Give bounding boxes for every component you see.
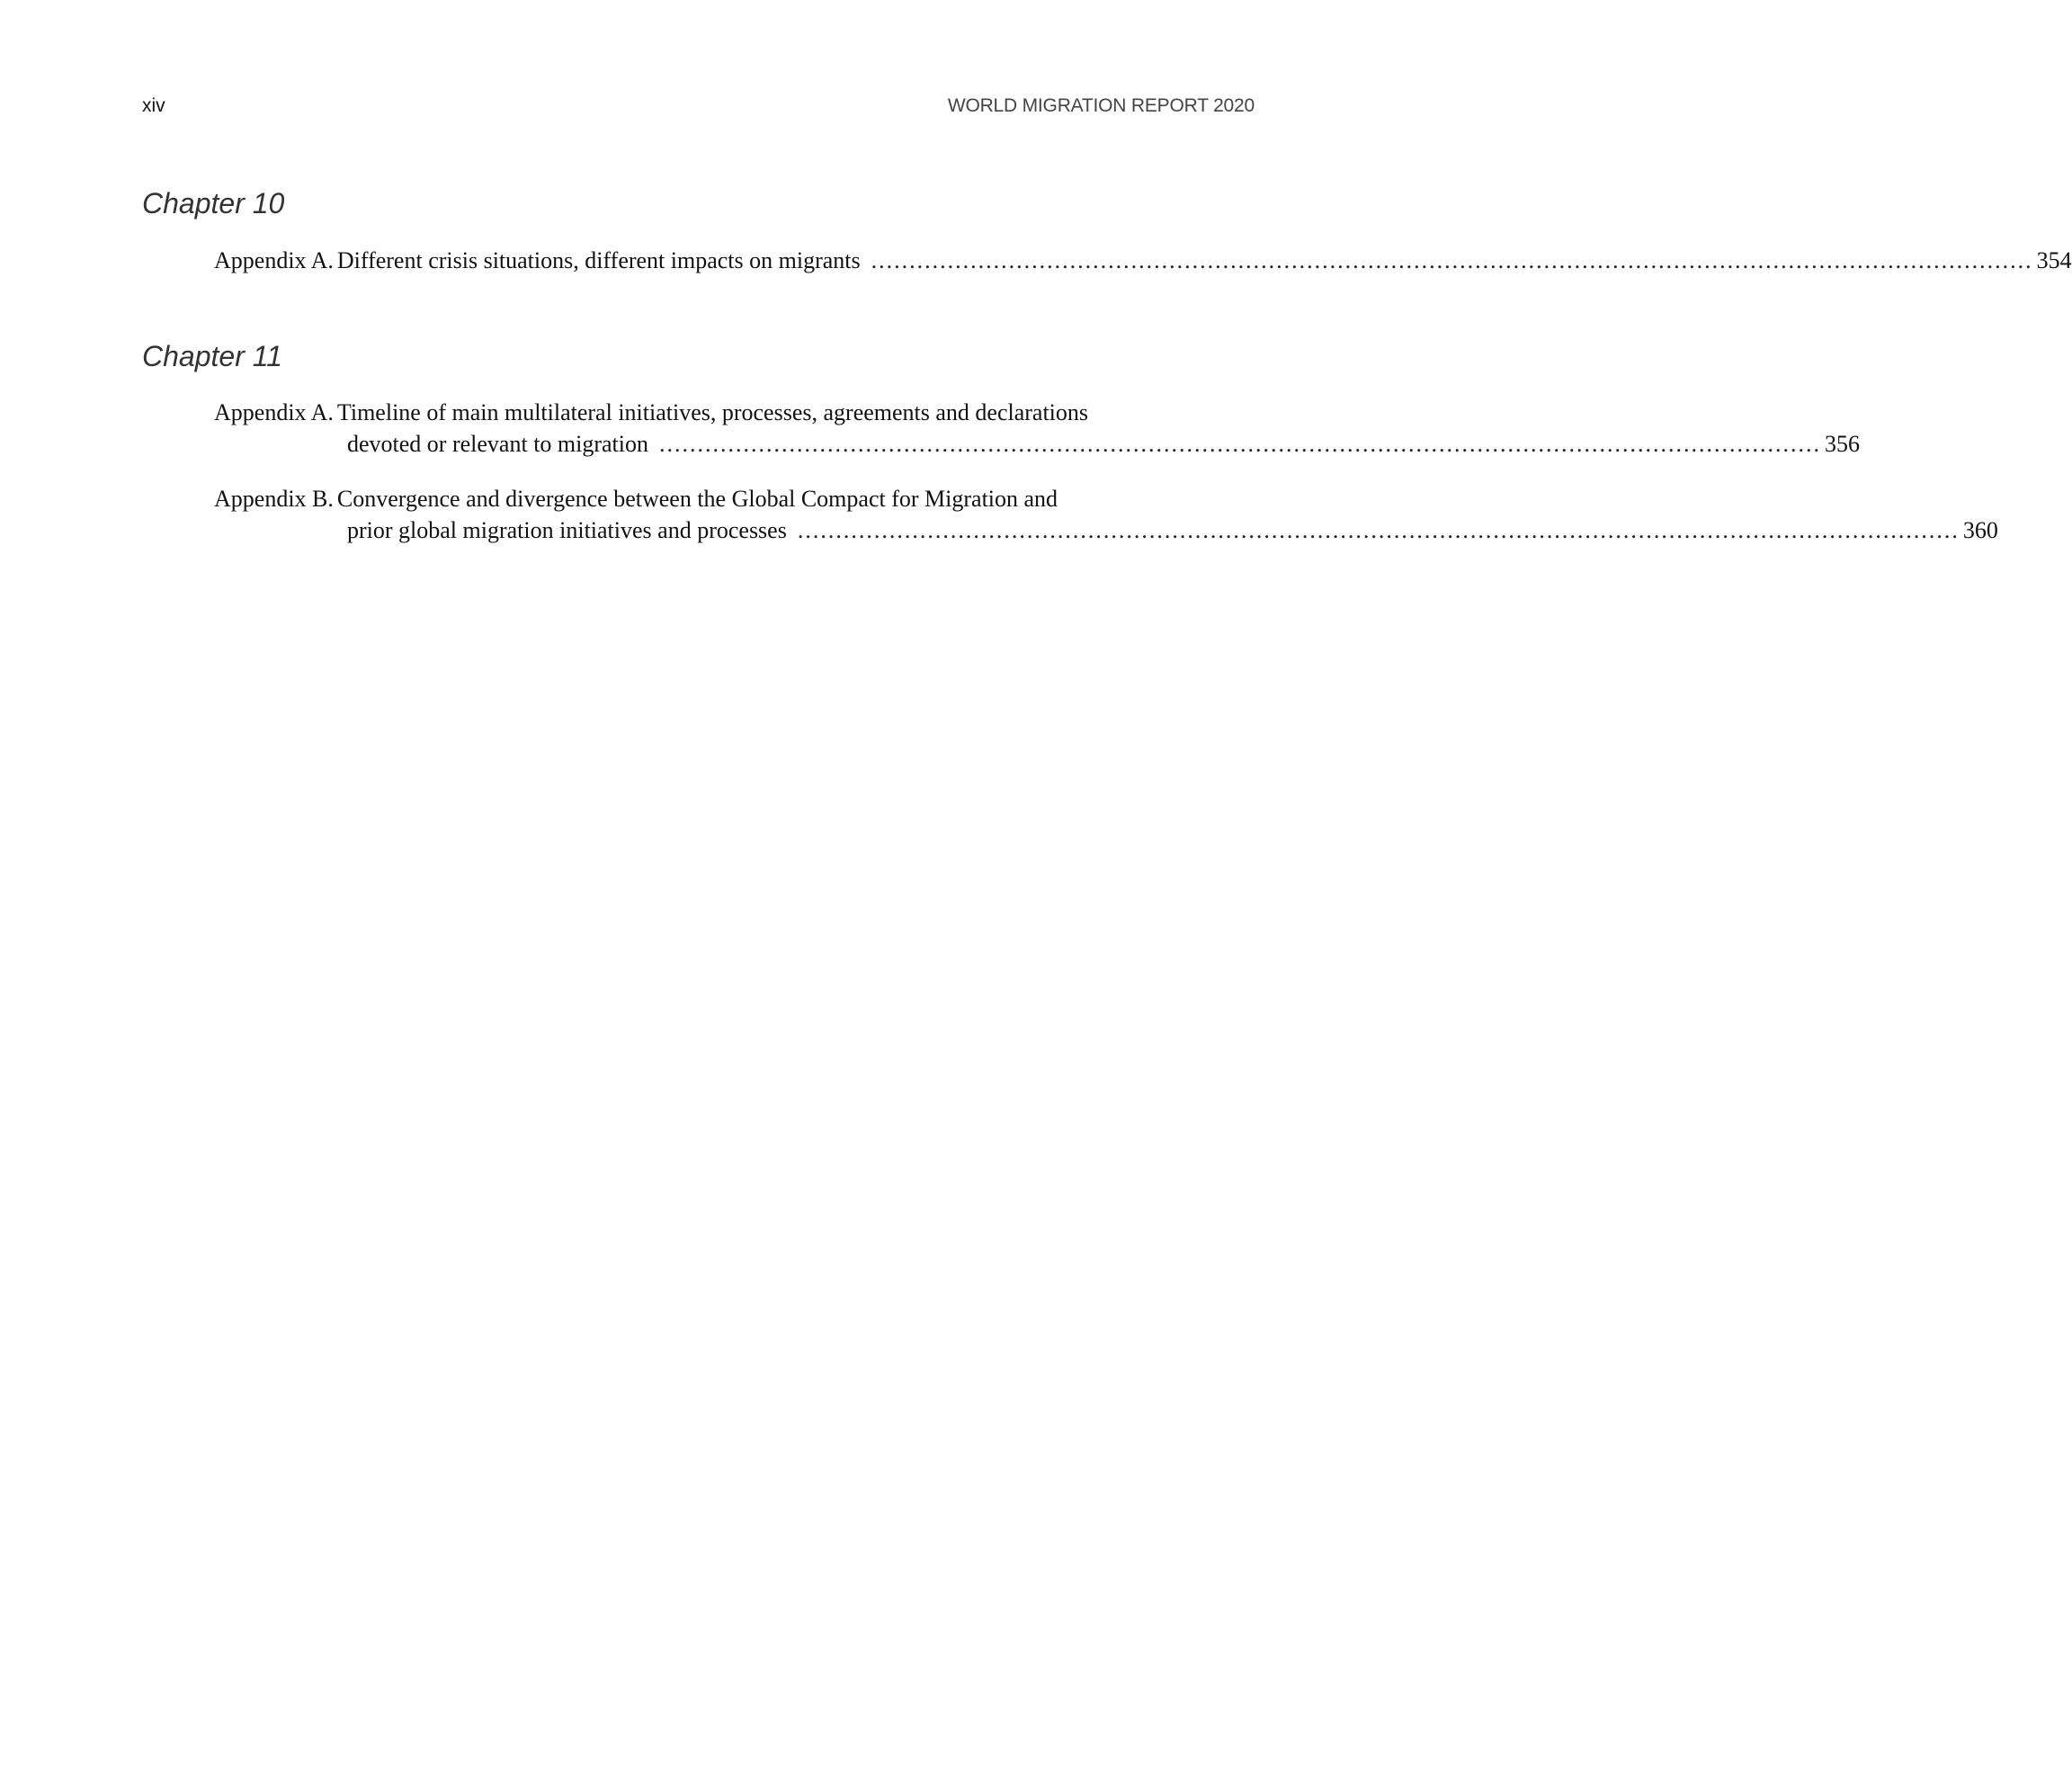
chapter-10-heading: Chapter 10: [142, 187, 285, 219]
running-title: WORLD MIGRATION REPORT 2020: [947, 95, 1255, 116]
chapter-11-heading: Chapter 11: [142, 340, 282, 372]
dot-leader: ........................................................................................................................................................: [659, 431, 1822, 457]
toc-entry-title: Different crisis situations, different impacts on migrants: [336, 247, 861, 273]
page-number: xiv: [142, 95, 165, 116]
toc-entry-ch11-appendix-a[interactable]: [214, 397, 1861, 460]
toc-entry-label: Appendix A.: [214, 247, 334, 273]
toc-entry-page: 354: [2036, 247, 2072, 273]
toc-entry-ch11-appendix-b[interactable]: [214, 483, 1998, 546]
toc-entry-title-continued: prior global migration initiatives and processes: [347, 517, 787, 543]
toc-entry-title: Convergence and divergence between the Global Compact for Migration and: [336, 486, 1058, 512]
dot-leader: ........................................................................................................................................................: [871, 247, 2033, 273]
toc-entry-ch10-appendix-a[interactable]: [214, 245, 2072, 276]
dot-leader: ........................................................................................................................................................: [797, 517, 1960, 543]
toc-entry-page: 356: [1825, 431, 1861, 457]
toc-entry-label: Appendix A.: [214, 399, 334, 425]
toc-entry-page: 360: [1962, 517, 1998, 543]
toc-entry-label: Appendix B.: [214, 486, 334, 512]
toc-entry-title-continued: devoted or relevant to migration: [347, 431, 649, 457]
toc-entry-title: Timeline of main multilateral initiatives, processes, agreements and declarations: [336, 399, 1089, 425]
